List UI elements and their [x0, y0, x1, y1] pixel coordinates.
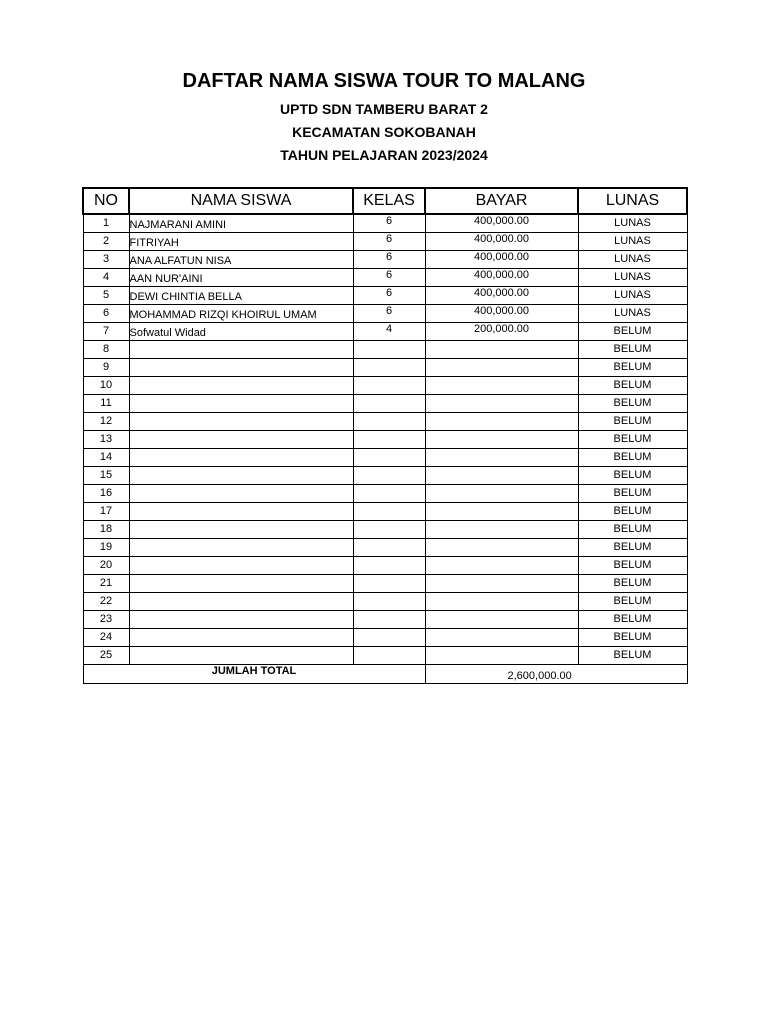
- cell-nama-siswa: [129, 647, 353, 665]
- cell-kelas: 6: [353, 287, 425, 305]
- cell-nama-siswa: FITRIYAH: [129, 233, 353, 251]
- cell-no: 4: [83, 269, 129, 287]
- cell-kelas: [353, 359, 425, 377]
- cell-kelas: [353, 467, 425, 485]
- cell-bayar: [425, 629, 578, 647]
- table-row: [83, 305, 687, 323]
- cell-kelas: [353, 593, 425, 611]
- cell-nama-siswa: [129, 395, 353, 413]
- table-row: [83, 287, 687, 305]
- cell-nama-siswa: [129, 467, 353, 485]
- cell-kelas: 6: [353, 251, 425, 269]
- cell-kelas: [353, 485, 425, 503]
- cell-nama-siswa: Sofwatul Widad: [129, 323, 353, 341]
- table-row: [83, 485, 687, 503]
- cell-nama-siswa: NAJMARANI AMINI: [129, 214, 353, 233]
- student-payment-table: [82, 187, 688, 684]
- cell-no: 22: [83, 593, 129, 611]
- table-body: [83, 214, 687, 665]
- cell-lunas: BELUM: [578, 323, 687, 341]
- cell-bayar: [425, 521, 578, 539]
- cell-no: 11: [83, 395, 129, 413]
- cell-no: 2: [83, 233, 129, 251]
- cell-no: 24: [83, 629, 129, 647]
- cell-no: 3: [83, 251, 129, 269]
- table-row: [83, 269, 687, 287]
- cell-lunas: LUNAS: [578, 269, 687, 287]
- cell-bayar: 400,000.00: [425, 214, 578, 233]
- cell-lunas: BELUM: [578, 593, 687, 611]
- cell-lunas: BELUM: [578, 521, 687, 539]
- cell-no: 23: [83, 611, 129, 629]
- cell-nama-siswa: [129, 449, 353, 467]
- cell-kelas: [353, 539, 425, 557]
- table-row: [83, 557, 687, 575]
- total-row: [83, 665, 687, 684]
- cell-bayar: 400,000.00: [425, 287, 578, 305]
- total-value: 2,600,000.00: [425, 665, 687, 684]
- cell-nama-siswa: [129, 629, 353, 647]
- cell-lunas: BELUM: [578, 431, 687, 449]
- cell-kelas: [353, 557, 425, 575]
- cell-lunas: BELUM: [578, 467, 687, 485]
- cell-kelas: [353, 629, 425, 647]
- cell-nama-siswa: [129, 359, 353, 377]
- cell-lunas: LUNAS: [578, 214, 687, 233]
- cell-bayar: 400,000.00: [425, 305, 578, 323]
- cell-bayar: [425, 575, 578, 593]
- cell-no: 20: [83, 557, 129, 575]
- cell-lunas: BELUM: [578, 341, 687, 359]
- cell-nama-siswa: [129, 377, 353, 395]
- cell-lunas: BELUM: [578, 395, 687, 413]
- cell-bayar: [425, 485, 578, 503]
- cell-bayar: 400,000.00: [425, 251, 578, 269]
- table-row: [83, 233, 687, 251]
- cell-no: 7: [83, 323, 129, 341]
- cell-no: 6: [83, 305, 129, 323]
- table-row: [83, 395, 687, 413]
- cell-kelas: [353, 377, 425, 395]
- cell-no: 1: [83, 214, 129, 233]
- district-name: KECAMATAN SOKOBANAH: [292, 124, 476, 140]
- cell-nama-siswa: [129, 521, 353, 539]
- cell-bayar: [425, 503, 578, 521]
- cell-lunas: BELUM: [578, 485, 687, 503]
- cell-lunas: BELUM: [578, 557, 687, 575]
- cell-no: 18: [83, 521, 129, 539]
- cell-bayar: [425, 467, 578, 485]
- cell-kelas: 6: [353, 269, 425, 287]
- cell-kelas: 6: [353, 305, 425, 323]
- cell-no: 12: [83, 413, 129, 431]
- cell-nama-siswa: AAN NUR'AINI: [129, 269, 353, 287]
- cell-lunas: BELUM: [578, 359, 687, 377]
- cell-kelas: [353, 341, 425, 359]
- cell-no: 19: [83, 539, 129, 557]
- table-row: [83, 431, 687, 449]
- table-row: [83, 539, 687, 557]
- table-row: [83, 503, 687, 521]
- cell-no: 14: [83, 449, 129, 467]
- table-row: [83, 521, 687, 539]
- header-nama-siswa: NAMA SISWA: [129, 188, 353, 214]
- table-row: [83, 359, 687, 377]
- header-lunas: LUNAS: [578, 188, 687, 214]
- cell-kelas: [353, 431, 425, 449]
- cell-bayar: [425, 413, 578, 431]
- cell-nama-siswa: [129, 593, 353, 611]
- cell-no: 15: [83, 467, 129, 485]
- cell-kelas: [353, 521, 425, 539]
- cell-bayar: [425, 359, 578, 377]
- cell-lunas: LUNAS: [578, 233, 687, 251]
- cell-lunas: BELUM: [578, 629, 687, 647]
- cell-bayar: [425, 395, 578, 413]
- cell-kelas: [353, 395, 425, 413]
- cell-lunas: BELUM: [578, 539, 687, 557]
- cell-bayar: [425, 647, 578, 665]
- cell-nama-siswa: [129, 431, 353, 449]
- cell-bayar: [425, 593, 578, 611]
- cell-no: 5: [83, 287, 129, 305]
- cell-no: 21: [83, 575, 129, 593]
- table-row: [83, 611, 687, 629]
- school-name: UPTD SDN TAMBERU BARAT 2: [280, 101, 488, 117]
- cell-nama-siswa: [129, 539, 353, 557]
- table-row: [83, 593, 687, 611]
- cell-lunas: LUNAS: [578, 251, 687, 269]
- cell-bayar: 400,000.00: [425, 233, 578, 251]
- cell-bayar: [425, 431, 578, 449]
- cell-no: 8: [83, 341, 129, 359]
- header-no: NO: [83, 188, 129, 214]
- cell-lunas: BELUM: [578, 575, 687, 593]
- cell-kelas: 6: [353, 214, 425, 233]
- cell-nama-siswa: [129, 485, 353, 503]
- cell-kelas: 6: [353, 233, 425, 251]
- cell-kelas: [353, 611, 425, 629]
- cell-no: 13: [83, 431, 129, 449]
- header-bayar: BAYAR: [425, 188, 578, 214]
- cell-lunas: BELUM: [578, 377, 687, 395]
- table-row: [83, 214, 687, 233]
- cell-nama-siswa: DEWI CHINTIA BELLA: [129, 287, 353, 305]
- cell-lunas: BELUM: [578, 611, 687, 629]
- cell-kelas: 4: [353, 323, 425, 341]
- cell-no: 25: [83, 647, 129, 665]
- header-kelas: KELAS: [353, 188, 425, 214]
- cell-kelas: [353, 413, 425, 431]
- cell-kelas: [353, 503, 425, 521]
- cell-bayar: [425, 377, 578, 395]
- cell-no: 9: [83, 359, 129, 377]
- cell-bayar: [425, 539, 578, 557]
- cell-nama-siswa: [129, 413, 353, 431]
- cell-lunas: BELUM: [578, 503, 687, 521]
- cell-bayar: [425, 449, 578, 467]
- cell-kelas: [353, 575, 425, 593]
- cell-bayar: [425, 611, 578, 629]
- table-row: [83, 647, 687, 665]
- document-title: DAFTAR NAMA SISWA TOUR TO MALANG: [182, 70, 586, 92]
- table-row: [83, 467, 687, 485]
- table-row: [83, 449, 687, 467]
- cell-nama-siswa: [129, 575, 353, 593]
- cell-lunas: LUNAS: [578, 305, 687, 323]
- cell-bayar: 400,000.00: [425, 269, 578, 287]
- cell-lunas: BELUM: [578, 413, 687, 431]
- total-label: JUMLAH TOTAL: [83, 665, 425, 684]
- cell-nama-siswa: ANA ALFATUN NISA: [129, 251, 353, 269]
- table-row: [83, 413, 687, 431]
- cell-nama-siswa: [129, 557, 353, 575]
- table-row: [83, 251, 687, 269]
- school-year: TAHUN PELAJARAN 2023/2024: [280, 147, 488, 163]
- cell-lunas: BELUM: [578, 647, 687, 665]
- cell-nama-siswa: [129, 341, 353, 359]
- cell-bayar: [425, 557, 578, 575]
- cell-bayar: [425, 341, 578, 359]
- cell-no: 17: [83, 503, 129, 521]
- cell-kelas: [353, 647, 425, 665]
- table-row: [83, 341, 687, 359]
- cell-lunas: LUNAS: [578, 287, 687, 305]
- cell-no: 16: [83, 485, 129, 503]
- cell-lunas: BELUM: [578, 449, 687, 467]
- table-row: [83, 629, 687, 647]
- table-row: [83, 323, 687, 341]
- cell-bayar: 200,000.00: [425, 323, 578, 341]
- cell-kelas: [353, 449, 425, 467]
- table-row: [83, 575, 687, 593]
- cell-nama-siswa: [129, 611, 353, 629]
- table-header-row: [83, 188, 687, 214]
- cell-no: 10: [83, 377, 129, 395]
- cell-nama-siswa: [129, 503, 353, 521]
- cell-nama-siswa: MOHAMMAD RIZQI KHOIRUL UMAM: [129, 305, 353, 323]
- table-row: [83, 377, 687, 395]
